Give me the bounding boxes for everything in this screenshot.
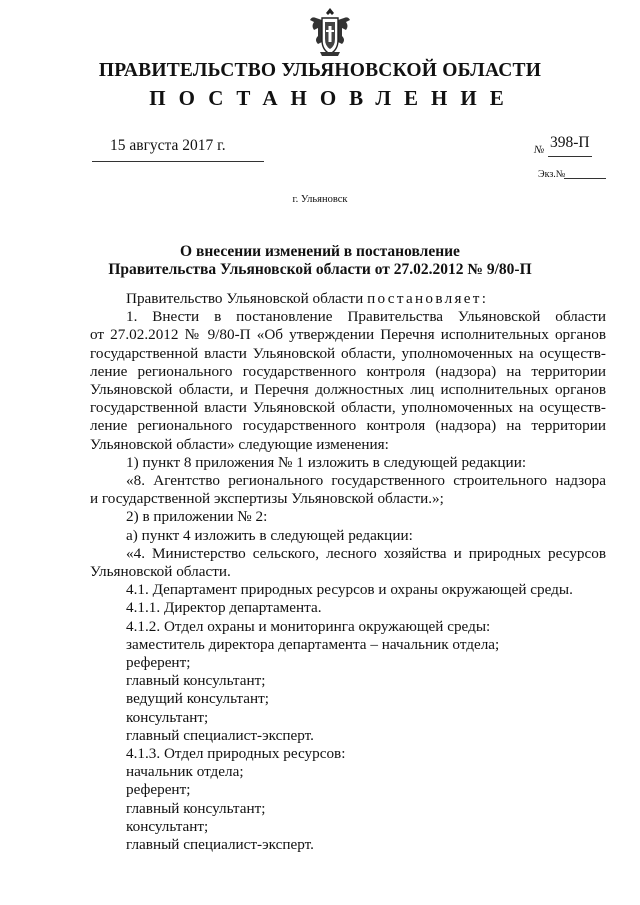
position-item: консультант; xyxy=(126,817,209,835)
document-date: 15 августа 2017 г. xyxy=(110,137,226,154)
position-item: главный специалист-эксперт. xyxy=(126,726,314,744)
position-item: главный консультант; xyxy=(126,799,266,817)
document-body xyxy=(90,290,606,854)
position-item: консультант; xyxy=(126,708,209,726)
date-underline xyxy=(92,161,264,162)
position-item: начальник отдела; xyxy=(126,763,244,781)
quote-line: и государственной экспертизы Ульяновской области.»; xyxy=(90,490,444,508)
subitem: 1) пункт 8 приложения № 1 изложить в следующей редакции: xyxy=(126,453,527,471)
subitem: 2) в приложении № 2: xyxy=(126,508,268,526)
list-item: 4.1.1. Директор департамента. xyxy=(126,599,322,617)
paragraph-line: ление регионального государственного контроля (надзора) на территории xyxy=(90,417,606,435)
coat-of-arms-emblem-icon xyxy=(308,6,352,58)
paragraph-line: государственной власти Ульяновской области, уполномоченных на осуществ- xyxy=(90,399,606,417)
subitem: а) пункт 4 изложить в следующей редакции: xyxy=(126,526,413,544)
copy-number-underline xyxy=(564,178,606,179)
copy-number-label: Экз.№ xyxy=(538,169,566,180)
document-subject xyxy=(60,243,580,279)
position-item: главный консультант; xyxy=(126,672,266,690)
quote-line: Ульяновской области. xyxy=(90,563,231,581)
position-item: референт; xyxy=(126,654,191,672)
position-item: главный специалист-эксперт. xyxy=(126,836,314,854)
preamble-subject: Правительство Ульяновской области xyxy=(126,290,364,307)
preamble xyxy=(90,290,606,308)
list-item: 4.1. Департамент природных ресурсов и охраны окружающей среды. xyxy=(126,581,573,599)
preamble-verb: постановляет: xyxy=(367,290,489,307)
subject-line: О внесении изменений в постановление xyxy=(180,243,460,260)
city-name: г. Ульяновск xyxy=(292,194,348,205)
subject-line: Правительства Ульяновской области от 27.02.2012 № 9/80-П xyxy=(108,261,532,278)
position-item: заместитель директора департамента – начальник отдела; xyxy=(126,635,500,653)
paragraph-line: 1. Внести в постановление Правительства Ульяновской области xyxy=(126,308,606,326)
list-item: 4.1.2. Отдел охраны и мониторинга окружающей среды: xyxy=(126,617,491,635)
paragraph-line: государственной власти Ульяновской области, уполномоченных на осуществ- xyxy=(90,344,606,362)
number-label: № xyxy=(534,144,545,156)
position-item: ведущий консультант; xyxy=(126,690,269,708)
quote-line: «8. Агентство регионального государственного строительного надзора xyxy=(126,472,606,490)
quote-line: «4. Министерство сельского, лесного хозяйства и природных ресурсов xyxy=(126,544,606,562)
government-name: ПРАВИТЕЛЬСТВО УЛЬЯНОВСКОЙ ОБЛАСТИ xyxy=(98,60,542,81)
paragraph-line: Ульяновской области» следующие изменения: xyxy=(90,435,389,453)
document-type-title: ПОСТАНОВЛЕНИЕ xyxy=(149,86,517,110)
list-item: 4.1.3. Отдел природных ресурсов: xyxy=(126,745,346,763)
paragraph-line: от 27.02.2012 № 9/80-П «Об утверждении Перечня исполнительных органов xyxy=(90,326,606,344)
document-number: 398-П xyxy=(550,134,590,151)
position-item: референт; xyxy=(126,781,191,799)
paragraph-line: ление регионального государственного контроля (надзора) на территории xyxy=(90,362,606,380)
paragraph-line: Ульяновской области, и Перечня должностных лиц исполнительных органов xyxy=(90,381,606,399)
number-underline xyxy=(548,156,592,157)
